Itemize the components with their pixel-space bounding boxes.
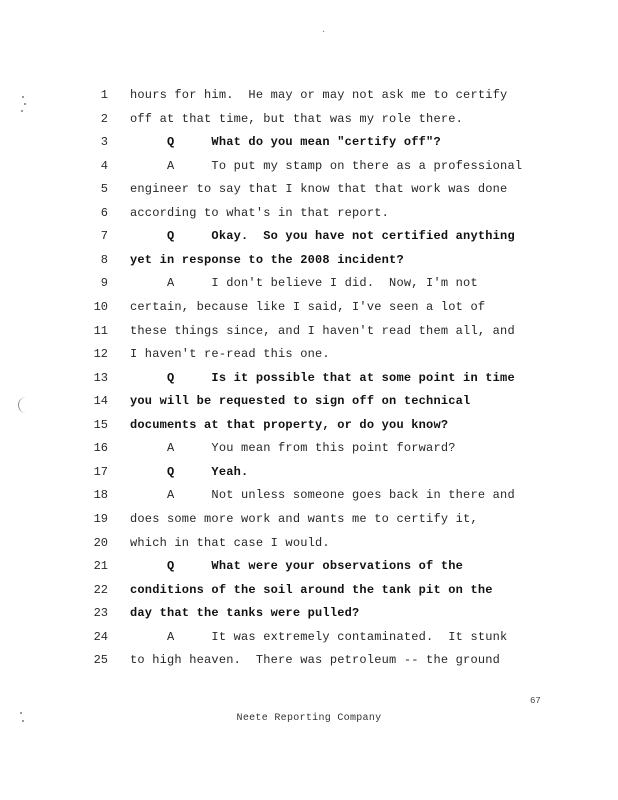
transcript-line <box>0 462 618 482</box>
transcript-line <box>0 556 618 576</box>
page-number: 67 <box>530 696 541 706</box>
transcript-line <box>0 391 618 411</box>
answer-text: to high heaven. There was petroleum -- the ground <box>130 653 501 668</box>
line-number: 1 <box>100 88 108 102</box>
line-number: 13 <box>93 370 108 385</box>
line-number: 21 <box>93 559 108 573</box>
question-text: Q What were your observations of the <box>130 559 464 573</box>
answer-text: A To put my stamp on there as a professional <box>130 158 523 173</box>
answer-text: engineer to say that I know that that work was done <box>130 182 508 197</box>
transcript-line <box>0 85 618 105</box>
line-number: 14 <box>93 394 108 409</box>
line-number: 19 <box>93 511 108 526</box>
question-text: conditions of the soil around the tank pit on the <box>130 582 493 597</box>
line-number: 4 <box>100 158 108 173</box>
line-number: 2 <box>100 111 108 126</box>
line-number: 11 <box>93 323 108 338</box>
line-number: 24 <box>93 629 108 644</box>
transcript-line <box>0 109 618 129</box>
question-text: Q Yeah. <box>130 464 249 479</box>
transcript-line <box>0 368 618 388</box>
transcript-line <box>0 226 618 246</box>
transcript-line <box>0 603 618 623</box>
transcript-line <box>0 273 618 293</box>
scan-mark-top: . <box>322 24 326 35</box>
line-number: 5 <box>100 182 108 197</box>
answer-text: A I don't believe I did. Now, I'm not <box>130 276 478 291</box>
answer-text: according to what's in that report. <box>130 205 390 220</box>
transcript-line <box>0 321 618 341</box>
line-number: 3 <box>100 135 108 150</box>
transcript-line <box>0 250 618 270</box>
answer-text: A You mean from this point forward? <box>130 441 456 456</box>
transcript-line <box>0 509 618 529</box>
question-text: yet in response to the 2008 incident? <box>130 252 404 267</box>
transcript-line <box>0 132 618 152</box>
line-number: 8 <box>100 252 108 267</box>
answer-text: off at that time, but that was my role there. <box>130 111 464 126</box>
transcript-line <box>0 580 618 600</box>
line-number: 20 <box>93 535 108 550</box>
footer-reporting-company: Neete Reporting Company <box>236 713 382 724</box>
question-text: documents at that property, or do you know? <box>130 417 449 432</box>
answer-text: certain, because like I said, I've seen a lot of <box>130 300 486 314</box>
transcript-line <box>0 485 618 505</box>
transcript-line <box>0 344 618 364</box>
transcript-line <box>0 627 618 647</box>
transcript-line <box>0 533 618 553</box>
answer-text: I haven't re-read this one. <box>130 347 330 362</box>
transcript-line <box>0 156 618 176</box>
transcript-line <box>0 179 618 199</box>
line-number: 9 <box>100 276 108 291</box>
answer-text: which in that case I would. <box>130 535 330 550</box>
question-text: Q What do you mean "certify off"? <box>130 135 441 150</box>
answer-text: A It was extremely contaminated. It stunk <box>130 629 508 644</box>
transcript-line <box>0 438 618 458</box>
answer-text: does some more work and wants me to certify it, <box>130 511 478 526</box>
line-number: 23 <box>93 606 108 621</box>
line-number: 18 <box>93 488 108 503</box>
line-number: 25 <box>93 653 108 668</box>
line-number: 7 <box>100 229 108 244</box>
transcript-line <box>0 203 618 223</box>
transcript-line <box>0 650 618 670</box>
question-text: Q Is it possible that at some point in time <box>130 370 515 385</box>
transcript-line <box>0 297 618 317</box>
line-number: 10 <box>93 300 108 314</box>
answer-text: A Not unless someone goes back in there and <box>130 488 515 503</box>
question-text: you will be requested to sign off on technical <box>130 394 471 409</box>
line-number: 12 <box>93 347 108 362</box>
answer-text: these things since, and I haven't read them all, and <box>130 323 515 338</box>
line-number: 16 <box>93 441 108 456</box>
question-text: Q Okay. So you have not certified anything <box>130 229 515 244</box>
answer-text: hours for him. He may or may not ask me to certify <box>130 88 508 102</box>
question-text: day that the tanks were pulled? <box>130 606 360 621</box>
line-number: 6 <box>100 205 108 220</box>
line-number: 17 <box>93 464 108 479</box>
line-number: 22 <box>93 582 108 597</box>
transcript-line <box>0 415 618 435</box>
line-number: 15 <box>93 417 108 432</box>
